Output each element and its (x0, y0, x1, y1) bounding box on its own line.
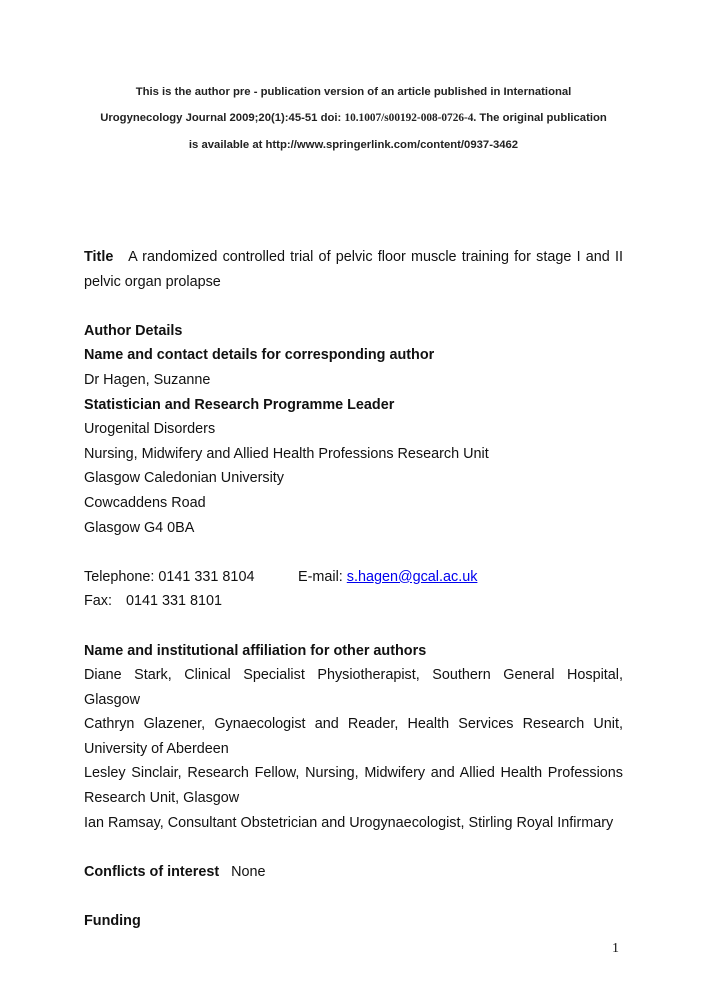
author-item: Ian Ramsay, Consultant Obstetrician and Urogynaecologist, Stirling Royal Infirmary (84, 814, 614, 831)
article-title: A randomized controlled trial of pelvic floor muscle training for stage I and II pelvic organ prolapse (84, 249, 623, 290)
fax-number: 0141 331 8101 (126, 593, 223, 610)
email-label: E-mail: (298, 568, 347, 585)
other-authors-heading: Name and institutional affiliation for other authors (84, 642, 427, 659)
address-line: Nursing, Midwifery and Allied Health Professions Research Unit (84, 445, 489, 462)
conflicts-value: None (231, 863, 266, 880)
citation-suffix: The original publication (476, 112, 607, 124)
corresponding-author-name: Dr Hagen, Suzanne (84, 371, 211, 388)
corresponding-author-role: Statistician and Research Programme Leader (84, 396, 395, 413)
telephone: Telephone: 0141 331 8104 (84, 568, 255, 585)
preprint-notice-line-3: is available at http://www.springerlink.com/content/0937-3462 (188, 139, 519, 151)
preprint-notice-line-2 (60, 110, 647, 126)
funding-heading: Funding (84, 913, 141, 930)
author-item: Diane Stark, Clinical Specialist Physiotherapist, Southern General Hospital, Glasgow (84, 667, 623, 708)
title-paragraph (84, 245, 623, 294)
citation-text: Urogynecology Journal 2009;20(1):45-51 doi: (100, 112, 345, 124)
conflicts-line (84, 860, 623, 885)
contact-line (84, 565, 623, 590)
document-body (84, 245, 623, 934)
title-label: Title (84, 249, 114, 265)
page-number: 1 (612, 941, 619, 956)
author-details-heading: Author Details (84, 322, 183, 339)
fax-label: Fax: (84, 593, 112, 610)
address-line: Urogenital Disorders (84, 421, 216, 438)
preprint-notice-line-1: This is the author pre - publication version of an article published in International (135, 86, 572, 98)
doi: 10.1007/s00192-008-0726-4. (344, 112, 477, 124)
email-link[interactable]: s.hagen@gcal.ac.uk (346, 568, 478, 585)
fax-line (84, 589, 623, 614)
corresponding-author-heading: Name and contact details for corresponding author (84, 347, 435, 364)
author-item: Lesley Sinclair, Research Fellow, Nursing, Midwifery and Allied Health Professions Research Unit, Glasgow (84, 765, 623, 807)
address-line: Glasgow G4 0BA (84, 519, 195, 536)
conflicts-label: Conflicts of interest (84, 863, 220, 880)
address-line: Glasgow Caledonian University (84, 470, 284, 487)
address-line: Cowcaddens Road (84, 494, 206, 511)
author-item: Cathryn Glazener, Gynaecologist and Reader, Health Services Research Unit, University of Aberdeen (84, 716, 623, 757)
